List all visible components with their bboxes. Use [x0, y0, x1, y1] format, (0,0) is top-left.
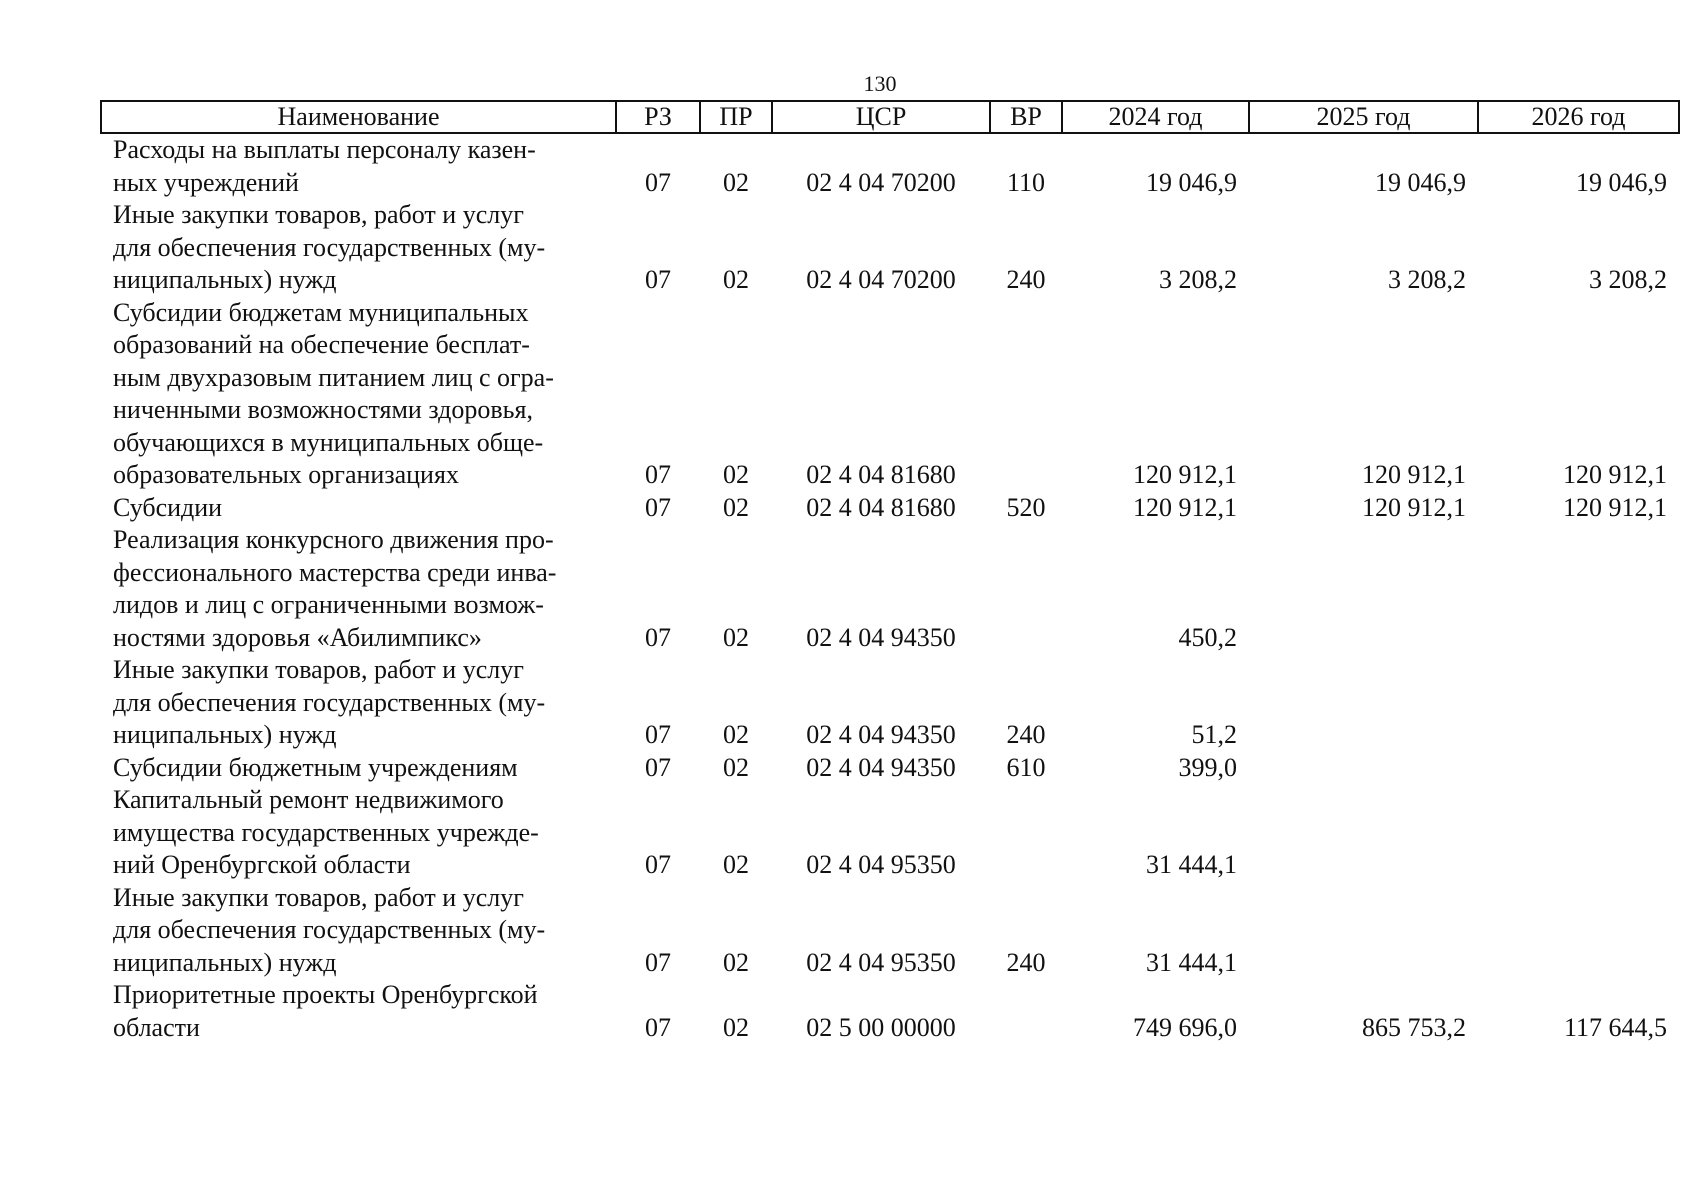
- cell-name: [101, 492, 616, 525]
- header-2025: 2025 год: [1249, 101, 1478, 133]
- cell-csr: 02 4 04 94350: [806, 752, 956, 782]
- cell-2025: [1249, 882, 1478, 980]
- cell-2026: [1478, 784, 1679, 882]
- name-line: ностями здоровья «Абилимпикс»: [113, 622, 482, 652]
- name-line: образований на обеспечение бесплат-: [113, 330, 530, 359]
- cell-vr: [990, 524, 1062, 654]
- cell-csr: 02 4 04 94350: [806, 720, 956, 749]
- header-name: Наименование: [101, 101, 616, 133]
- cell-2025: 120 912,1: [1362, 492, 1466, 522]
- name-line: Реализация конкурсного движения про-: [113, 525, 554, 554]
- cell-name: [101, 297, 616, 492]
- cell-vr: [990, 979, 1062, 1044]
- cell-2025: 3 208,2: [1388, 265, 1466, 294]
- cell-2025: [1249, 524, 1478, 654]
- cell-rz: 07: [645, 720, 671, 749]
- cell-pr: 02: [723, 492, 749, 522]
- page-number: 130: [863, 71, 897, 96]
- name-line: обучающихся в муниципальных обще-: [113, 427, 544, 457]
- name-line: ниципальных) нужд: [113, 947, 337, 977]
- cell-csr: 02 4 04 95350: [806, 850, 956, 879]
- cell-csr: 02 5 00 00000: [806, 1012, 956, 1042]
- cell-rz: 07: [645, 492, 671, 522]
- name-line: Субсидии: [113, 492, 223, 522]
- cell-2025: [1249, 784, 1478, 882]
- header-vr: ВР: [990, 101, 1062, 133]
- cell-2026: [1478, 752, 1679, 785]
- cell-2024: 31 444,1: [1146, 947, 1237, 977]
- cell-2026: 120 912,1: [1563, 492, 1667, 522]
- cell-pr: 02: [723, 1012, 749, 1042]
- header-2026: 2026 год: [1478, 101, 1679, 133]
- cell-2024: 120 912,1: [1133, 460, 1237, 489]
- name-line: области: [113, 1012, 200, 1042]
- name-line: Иные закупки товаров, работ и услуг: [113, 655, 524, 684]
- cell-rz: 07: [645, 1012, 671, 1042]
- cell-rz: 07: [645, 265, 671, 294]
- name-line: ниченными возможностями здоровья,: [113, 395, 533, 424]
- cell-rz: 07: [645, 752, 671, 782]
- cell-vr: 520: [1006, 492, 1046, 522]
- cell-2026: 117 644,5: [1563, 1012, 1667, 1042]
- table-row: [101, 882, 1679, 980]
- table-row: [101, 492, 1679, 525]
- cell-csr: 02 4 04 81680: [806, 460, 956, 489]
- name-line: Расходы на выплаты персоналу казен-: [113, 135, 536, 164]
- cell-2026: 3 208,2: [1589, 265, 1667, 294]
- cell-name: [101, 524, 616, 654]
- cell-2024: 19 046,9: [1146, 167, 1237, 197]
- name-line: ниципальных) нужд: [113, 265, 337, 294]
- cell-2025: [1249, 654, 1478, 752]
- name-line: фессионального мастерства среди инва-: [113, 557, 557, 587]
- cell-2024: 450,2: [1178, 622, 1237, 652]
- cell-2026: [1478, 654, 1679, 752]
- name-line: ниципальных) нужд: [113, 720, 337, 749]
- cell-vr: 240: [1006, 720, 1046, 749]
- cell-name: [101, 199, 616, 297]
- cell-name: [101, 752, 616, 785]
- cell-rz: 07: [645, 460, 671, 489]
- table-row: [101, 199, 1679, 297]
- cell-pr: 02: [723, 622, 749, 652]
- cell-2026: [1478, 524, 1679, 654]
- cell-2024: 120 912,1: [1133, 492, 1237, 522]
- cell-pr: 02: [723, 720, 749, 749]
- cell-name: [101, 784, 616, 882]
- cell-rz: 07: [645, 622, 671, 652]
- name-line: Приоритетные проекты Оренбургской: [113, 980, 538, 1009]
- name-line: Субсидии бюджетным учреждениям: [113, 752, 518, 782]
- cell-rz: 07: [645, 167, 671, 197]
- cell-vr: 610: [1006, 752, 1046, 782]
- table-row: [101, 784, 1679, 882]
- cell-csr: 02 4 04 95350: [806, 947, 956, 977]
- header-csr: ЦСР: [772, 101, 990, 133]
- cell-pr: 02: [723, 850, 749, 879]
- cell-rz: 07: [645, 947, 671, 977]
- cell-pr: 02: [723, 752, 749, 782]
- cell-2025: [1249, 752, 1478, 785]
- cell-2026: 19 046,9: [1576, 167, 1667, 197]
- cell-csr: 02 4 04 81680: [806, 492, 956, 522]
- cell-2025: 865 753,2: [1362, 1012, 1466, 1042]
- table-row: [101, 654, 1679, 752]
- cell-2026: 120 912,1: [1563, 460, 1667, 489]
- table-row: [101, 524, 1679, 654]
- cell-vr: 240: [1006, 265, 1046, 294]
- header-pr: ПР: [700, 101, 772, 133]
- name-line: лидов и лиц с ограниченными возмож-: [113, 590, 544, 619]
- name-line: для обеспечения государственных (му-: [113, 232, 546, 262]
- cell-2026: [1478, 882, 1679, 980]
- header-rz: РЗ: [616, 101, 700, 133]
- name-line: Иные закупки товаров, работ и услуг: [113, 882, 524, 912]
- cell-name: [101, 979, 616, 1044]
- cell-pr: 02: [723, 167, 749, 197]
- budget-table: [100, 100, 1680, 1044]
- name-line: Субсидии бюджетам муниципальных: [113, 297, 529, 327]
- cell-csr: 02 4 04 70200: [806, 265, 956, 294]
- name-line: ным двухразовым питанием лиц с огра-: [113, 362, 554, 392]
- table-row: [101, 297, 1679, 492]
- cell-pr: 02: [723, 947, 749, 977]
- header-row: [101, 101, 1679, 133]
- table-body: [101, 133, 1679, 1044]
- cell-name: [101, 882, 616, 980]
- cell-vr: 110: [1006, 167, 1046, 197]
- cell-2025: 120 912,1: [1362, 460, 1466, 489]
- cell-2024: 399,0: [1178, 752, 1237, 782]
- table-row: [101, 979, 1679, 1044]
- cell-2024: 51,2: [1191, 720, 1237, 749]
- cell-pr: 02: [723, 460, 749, 489]
- cell-name: [101, 654, 616, 752]
- name-line: образовательных организациях: [113, 460, 459, 489]
- cell-csr: 02 4 04 94350: [806, 622, 956, 652]
- name-line: ний Оренбургской области: [113, 850, 411, 879]
- name-line: для обеспечения государственных (му-: [113, 915, 546, 944]
- name-line: имущества государственных учрежде-: [113, 817, 539, 847]
- cell-2024: 31 444,1: [1146, 850, 1237, 879]
- cell-vr: [990, 297, 1062, 492]
- cell-csr: 02 4 04 70200: [806, 167, 956, 197]
- table-row: [101, 752, 1679, 785]
- cell-name: [101, 133, 616, 199]
- cell-2024: 749 696,0: [1133, 1012, 1237, 1042]
- cell-2024: 3 208,2: [1159, 265, 1237, 294]
- cell-pr: 02: [723, 265, 749, 294]
- cell-vr: [990, 784, 1062, 882]
- name-line: Капитальный ремонт недвижимого: [113, 785, 504, 814]
- cell-2025: 19 046,9: [1375, 167, 1466, 197]
- table-row: [101, 133, 1679, 199]
- cell-vr: 240: [1006, 947, 1046, 977]
- cell-rz: 07: [645, 850, 671, 879]
- header-2024: 2024 год: [1062, 101, 1249, 133]
- name-line: ных учреждений: [113, 167, 299, 197]
- name-line: Иные закупки товаров, работ и услуг: [113, 200, 524, 229]
- name-line: для обеспечения государственных (му-: [113, 687, 546, 717]
